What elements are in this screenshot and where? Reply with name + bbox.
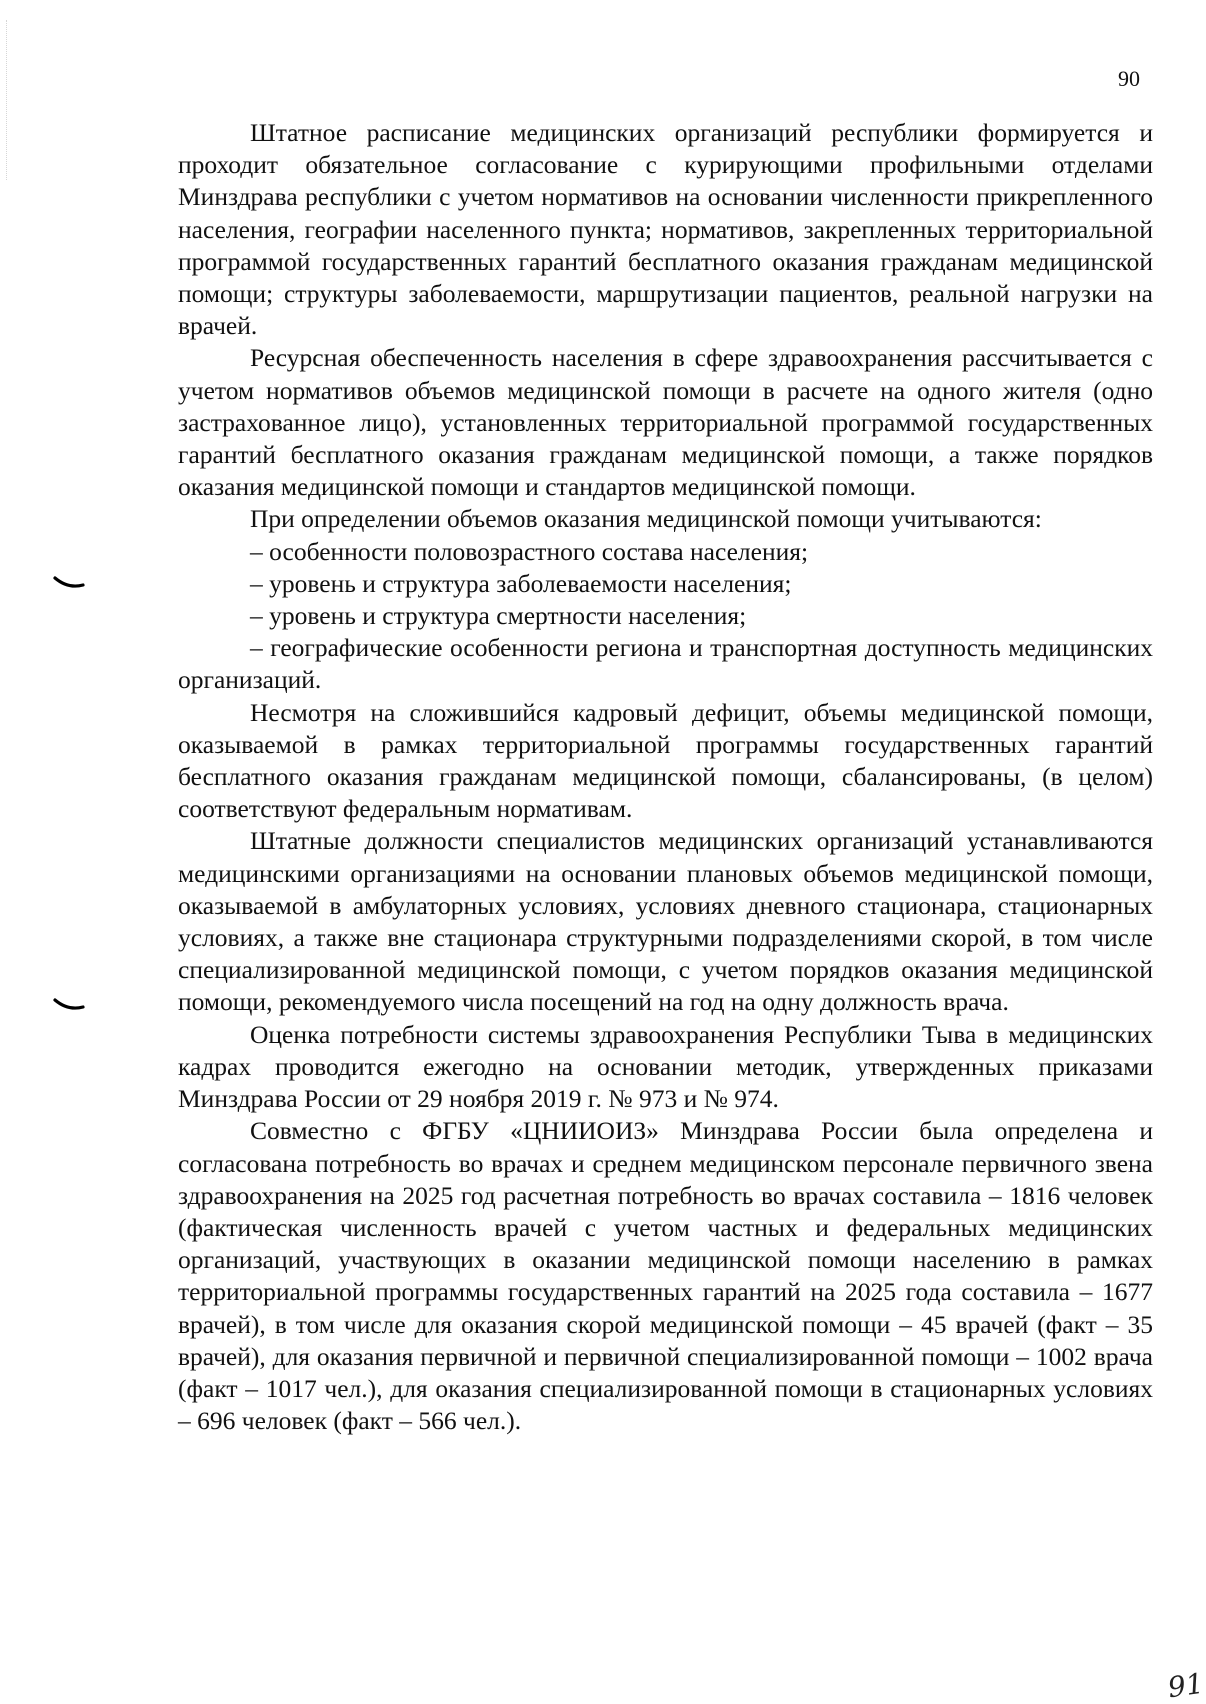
paragraph-volume-criteria-intro: При определении объемов оказания медицинской помощи учитываются: (250, 504, 1042, 534)
scan-punch-mark (54, 998, 84, 1012)
list-item-geography-access: – географические особенности региона и транспортная доступность медицинских организаций. (178, 633, 1153, 695)
paragraph-resource-provision: Ресурсная обеспеченность населения в сфере здравоохранения рассчитывается с учетом нормативов объемов медицинской помощи в расчете на одного жителя (одно застрахованное лицо), установленных территориальной программой государственных гарантий бесплатного оказания гражданам медицинской помощи, а также порядков оказания медицинской помощи и стандартов медицинской помощи. (178, 343, 1153, 502)
paragraph-staff-deficit: Несмотря на сложившийся кадровый дефицит, объемы медицинской помощи, оказываемой в рамках территориальной программы государственных гарантий бесплатного оказания гражданам медицинской помощи, сбалансированы, (в целом) соответствуют федеральным нормативам. (178, 697, 1153, 824)
page-number: 90 (1118, 66, 1140, 91)
list-item-age-sex-structure: – особенности половозрастного состава населения; (250, 536, 809, 566)
handwritten-page-number: 91 (1165, 1666, 1206, 1704)
paragraph-needs-assessment: Оценка потребности системы здравоохранения Республики Тыва в медицинских кадрах проводится ежегодно на основании методик, утвержденных приказами Минздрава России от 29 ноября 2019 г. № 973 и № 974. (178, 1019, 1153, 1114)
paragraph-staff-positions: Штатные должности специалистов медицинских организаций устанавливаются медицинскими организациями на основании плановых объемов медицинской помощи, оказываемой в амбулаторных условиях, условиях дневного стационара, стационарных условиях, а также вне стационара структурными подразделениями скорой, в том числе специализированной медицинской помощи, с учетом порядков оказания медицинской помощи, рекомендуемого числа посещений на год на одну должность врача. (178, 826, 1153, 1017)
document-body (178, 117, 1153, 1437)
paragraph-staffing-schedule: Штатное расписание медицинских организаций республики формируется и проходит обязательное согласование с курирующими профильными отделами Минздрава республики с учетом нормативов на основании численности прикрепленного населения, географии населенного пункта; нормативов, закрепленных территориальной программой государственных гарантий бесплатного оказания гражданам медицинской помощи; структуры заболеваемости, маршрутизации пациентов, реальной нагрузки на врачей. (178, 118, 1153, 341)
list-item-morbidity: – уровень и структура заболеваемости населения; (250, 568, 792, 598)
list-item-mortality: – уровень и структура смертности населения; (250, 601, 747, 631)
scan-punch-mark (54, 576, 84, 590)
scan-edge-artifact (6, 20, 9, 180)
paragraph-doctor-demand: Совместно с ФГБУ «ЦНИИОИЗ» Минздрава России была определена и согласована потребность во врачах и среднем медицинском персонале первичного звена здравоохранения на 2025 год расчетная потребность во врачах составила – 1816 человек (фактическая численность врачей с учетом частных и федеральных медицинских организаций, участвующих в оказании медицинской помощи населению в рамках территориальной программы государственных гарантий на 2025 года составила – 1677 врачей), в том числе для оказания скорой медицинской помощи – 45 врачей (факт – 35 врачей), для оказания первичной и первичной специализированной помощи – 1002 врача (факт – 1017 чел.), для оказания специализированной помощи в стационарных условиях – 696 человек (факт – 566 чел.). (178, 1116, 1153, 1436)
